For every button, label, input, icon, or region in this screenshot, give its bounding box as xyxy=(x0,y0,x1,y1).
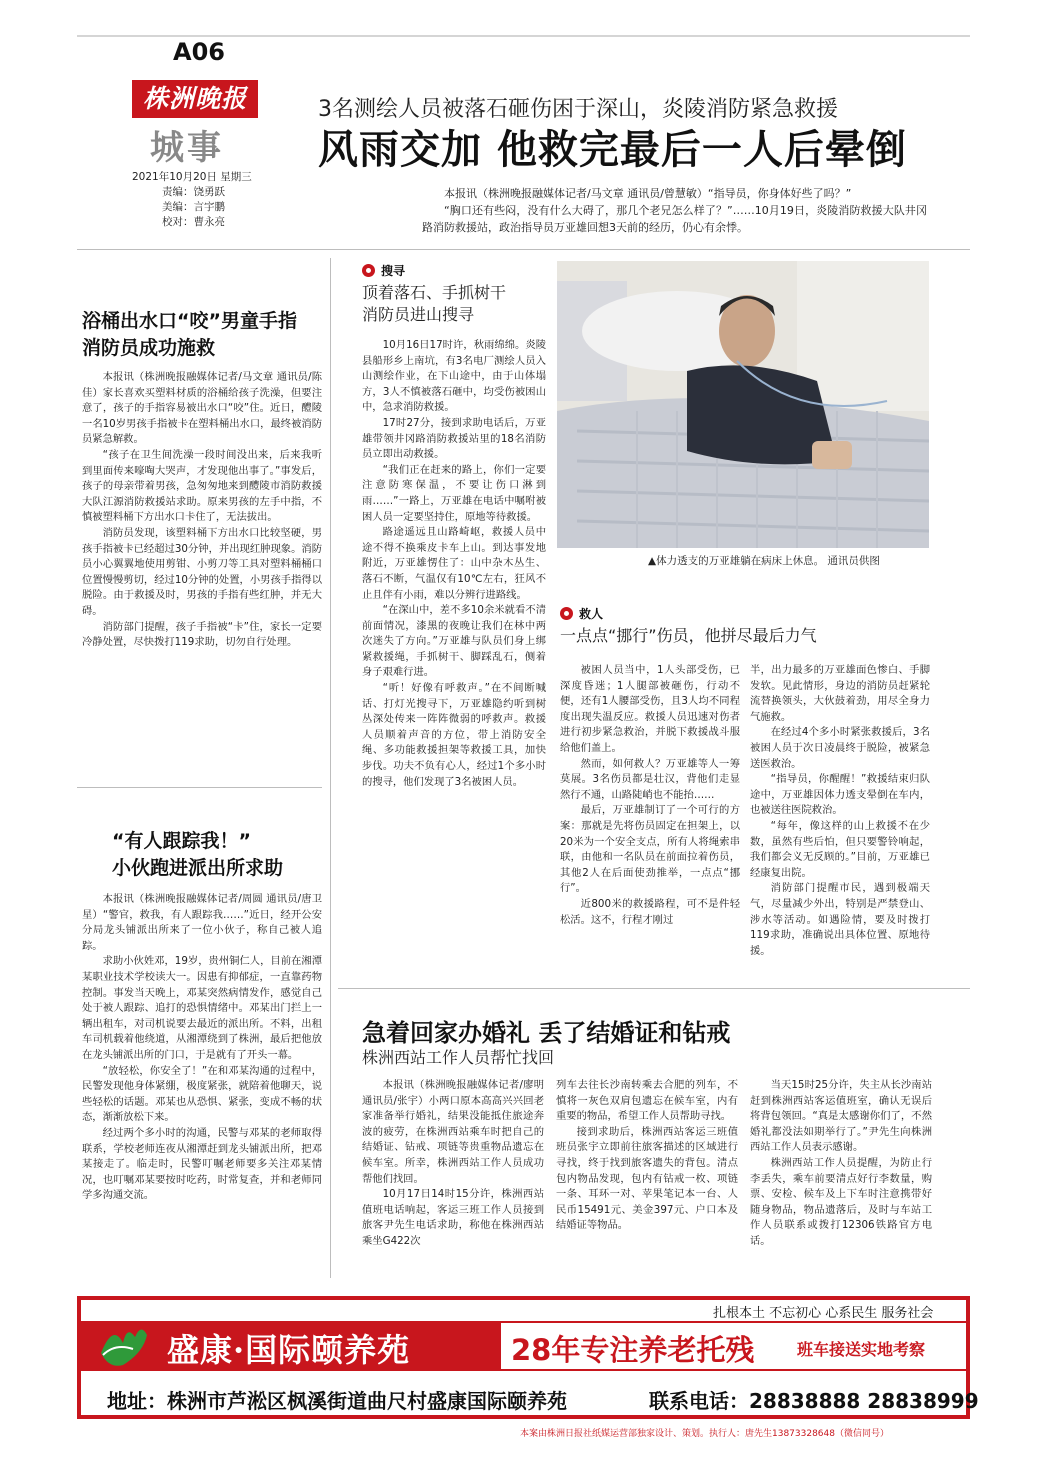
header-divider xyxy=(77,249,970,250)
editor-credit: 责编：饶勇跃 xyxy=(162,186,225,198)
designer-credit: 美编：言宇鹏 xyxy=(162,201,225,213)
side-story2-paragraph: 经过两个多小时的沟通，民警与邓某的老师取得联系，学校老师连夜从湘潭赶到龙头铺派出所，把邓某接走了。临走时，民警叮嘱老师要多关注邓某情况，也叮嘱邓某要按时吃药，时常复查，并和老师同学多沟通交流。 xyxy=(82,1126,322,1202)
side-story2-headline-line2: 小伙跑进派出所求助 xyxy=(112,857,284,879)
side-story2-headline-line1: “有人跟踪我！” xyxy=(112,830,251,852)
page-number: A06 xyxy=(173,38,225,66)
section-tag-rescue xyxy=(560,605,603,622)
section1-paragraph: 10月16日17时许，秋雨绵绵。炎陵县船形乡上南坑，有3名电厂测绘人员入山测绘作业，在下山途中，由于山体塌方，3人不慎被落石砸中，均受伤被困山中，急求消防救援。 xyxy=(362,339,546,414)
side-story1-paragraph: 本报讯（株洲晚报融媒体记者/马文章 通讯员/陈佳）家长喜欢买塑料材质的浴桶给孩子洗澡，但要注意了，孩子的手指容易被出水口“咬”住。近日，醴陵一名10岁男孩手指被卡在塑料桶出水口，最终被消防员紧急解救。 xyxy=(82,371,322,446)
section1-paragraph: 路途遥远且山路崎岖，救援人员中途不得不换乘皮卡车上山。到达事发地附近，万亚雄愣住了：山中杂木丛生、落石不断，气温仅有10℃左右，狂风不止且伴有小雨，难以分辨行进路线。 xyxy=(362,526,546,601)
main-lead xyxy=(422,185,927,236)
side-story1-headline-line2: 消防员成功施救 xyxy=(82,337,216,359)
side-story2-headline xyxy=(112,828,322,882)
story3-subhead: 株洲西站工作人员帮忙找回 xyxy=(362,1048,555,1067)
ad-shuttle-text: 班车接送实地考察 xyxy=(797,1340,926,1359)
side-story1-body xyxy=(82,370,322,651)
edition-meta xyxy=(132,170,252,230)
section2-body-col1 xyxy=(560,663,740,928)
lead-paragraph: “胸口还有些闷，没有什么大碍了，那几个老兄怎么样了？”……10月19日，炎陵消防救援大队井冈路消防救援站，政治指导员万亚雄回想3天前的经历，仍心有余悸。 xyxy=(422,204,927,234)
section1-paragraph: “我们正在赶来的路上，你们一定要注意防寒保温，不要让伤口淋到雨……”一路上，万亚雄在电话中嘱咐被困人员一定要坚持住，原地等待救援。 xyxy=(362,463,546,523)
section2-paragraph: 半，出力最多的万亚雄面色惨白、手脚发软。见此情形，身边的消防员赶紧轮流替换领头，大伙鼓着劲，用尽全身力气施救。 xyxy=(750,664,930,723)
story3-paragraph: 接到求助后，株洲西站客运三班值班员张宇立即前往旅客描述的区域进行寻找，终于找到旅客遗失的背包。清点包内物品发现，包内有钻戒一枚、项链一条、耳环一对、苹果笔记本一台、人民币15491元、美金397元、户口本及结婚证等物品。 xyxy=(556,1125,738,1232)
section2-paragraph: 最后，万亚雄制订了一个可行的方案：那就是先将伤员固定在担架上，以20米为一个安全支点，所有人将绳索串联，由他和一名队员在前面拉着伤员，其他2人在后面使劲推举，一点点“挪行”。 xyxy=(560,804,740,895)
section1-subhead-line1: 顶着落石、手抓树干 xyxy=(362,283,507,302)
story3-paragraph: 株洲西站工作人员提醒，为防止行李丢失，乘车前要清点好行李数量，购票、安检、候车及上下车时注意携带好随身物品，物品遗落后，及时与车站工作人员联系或拨打12306铁路官方电话。 xyxy=(750,1156,932,1247)
hospital-scene-illustration xyxy=(557,261,929,548)
section1-paragraph: 17时27分，接到求助电话后，万亚雄带领井冈路消防救援站里的18名消防员立即出动救援。 xyxy=(362,416,546,461)
section1-subhead-line2: 消防员进山搜寻 xyxy=(362,305,475,324)
photo-caption: ▲体力透支的万亚雄躺在病床上休息。 通讯员供图 xyxy=(648,555,880,567)
side-story1-paragraph: 消防员发现，该塑料桶下方出水口比较坚硬，男孩手指被卡已经超过30分钟，并出现红肿现象。消防员小心翼翼地使用剪钳、小剪刀等工具对塑料桶桶口位置慢慢剪切，经过10分钟的处置，小男孩手指得以脱险。由于救援及时，男孩的手指有些红肿，并无大碍。 xyxy=(82,526,322,617)
section2-paragraph: 被困人员当中，1人头部受伤，已深度昏迷；1人腿部被砸伤，行动不便，还有1人腰部受伤，且3人均不同程度出现失温反应。救援人员迅速对伤者进行初步紧急救治，并脱下救援战斗服给他们盖上。 xyxy=(560,664,740,754)
story3-paragraph: 当天15时25分许，失主从长沙南站赶到株洲西站客运值班室，确认无误后将背包领回。“真是太感谢你们了，不然婚礼都没法如期举行了。”尹先生向株洲西站工作人员表示感谢。 xyxy=(750,1079,932,1154)
section2-paragraph: 在经过4个多小时紧张救援后，3名被困人员于次日凌晨终于脱险，被紧急送医救治。 xyxy=(750,726,930,770)
section2-paragraph: 然而，如何救人？万亚雄等人一筹莫展。3名伤员都是壮汉，背他们走显然行不通，山路陡峭也不能抬…… xyxy=(560,757,740,801)
ad-phone: 联系电话：28838888 28838999 xyxy=(649,1389,979,1413)
section-title: 城事 xyxy=(150,128,224,168)
footer-note: 本案由株洲日报社纸媒运营部独家设计、策划。执行人：唐先生13873328648（微信同号） xyxy=(520,1429,889,1439)
ad-tagline-box xyxy=(501,1323,966,1369)
section1-paragraph: “听！好像有呼救声。”在不间断喊话、打灯光搜寻下，万亚雄隐约听到树丛深处传来一阵阵微弱的呼救声。救援人员顺着声音的方位，带上消防安全绳、多功能救援担架等救援工具，加快步伐。功夫不负有心人，经过1个多小时的搜寻，他们发现了3名被困人员。 xyxy=(362,682,546,788)
story3-body-col1 xyxy=(362,1078,544,1250)
side-story1-headline-line1: 浴桶出水口“咬”男童手指 xyxy=(82,310,297,332)
section-tag-label: 搜寻 xyxy=(381,264,406,278)
section-tag-label: 救人 xyxy=(579,607,604,621)
top-rule xyxy=(77,35,970,37)
section2-paragraph: 消防部门提醒市民，遇到极端天气，尽量减少外出，特别是严禁登山、涉水等活动。如遇险情，要及时拨打119求助，准确说出具体位置、原地待援。 xyxy=(750,882,930,957)
section1-subhead xyxy=(362,282,506,326)
hand-logo-icon xyxy=(93,1313,153,1373)
story3-paragraph: 10月17日14时15分许，株洲西站值班电话响起，客运三班工作人员接到旅客尹先生电话求助，称他在株洲西站乘坐G422次 xyxy=(362,1188,544,1247)
edition-date: 2021年10月20日 星期三 xyxy=(132,171,252,183)
proofreader-credit: 校对：曹永亮 xyxy=(162,216,225,228)
side-story2-body xyxy=(82,892,322,1204)
ad-years-text: 28年专注养老托残 xyxy=(511,1333,755,1367)
side-story2-paragraph: 本报讯（株洲晚报融媒体记者/周圆 通讯员/唐卫星）“警官，救我，有人跟踪我……”近日，经开公安分局龙头铺派出所来了一位小伙子，称自己被人追踪。 xyxy=(82,893,322,952)
side-story1-paragraph: “孩子在卫生间洗澡一段时间没出来，后来我听到里面传来嚎啕大哭声，才发现他出事了。”事发后，孩子的母亲带着男孩，急匆匆地来到醴陵市消防救援大队江源消防救援站求助。原来男孩的左手中指，不慎被塑料桶下方出水口卡住了，无法拔出。 xyxy=(82,448,322,524)
news-photo-patient-in-bed xyxy=(557,261,929,548)
section-tag-dot-icon xyxy=(560,607,573,620)
section1-body xyxy=(362,338,546,790)
side-story1-paragraph: 消防部门提醒，孩子手指被“卡”住，家长一定要冷静处置，尽快拨打119求助，切勿自行处理。 xyxy=(82,620,322,649)
side-story2-paragraph: “放轻松，你安全了！”在和邓某沟通的过程中，民警发现他身体紧绷，极度紧张，就陪着他聊天，说些轻松的话题。邓某也从恐惧、紧张，变成不畅的状态，渐渐放松下来。 xyxy=(82,1064,322,1124)
story3-headline: 急着回家办婚礼 丢了结婚证和钻戒 xyxy=(362,1019,731,1047)
story3-body-col3 xyxy=(750,1078,932,1250)
ad-red-band xyxy=(81,1321,966,1371)
section1-paragraph: “在深山中，差不多10余米就看不清前面情况，漆黑的夜晚让我们在林中两次迷失了方向。”万亚雄与队员们身上绑紧救援绳，手抓树干、脚踩乱石，侧着身子艰难行进。 xyxy=(362,604,546,679)
side-story-divider xyxy=(77,787,322,788)
masthead-logo: 株洲晚报 xyxy=(132,80,258,118)
main-kicker: 3名测绘人员被落石砸伤困于深山，炎陵消防紧急救援 xyxy=(318,97,838,122)
side-story1-headline xyxy=(82,308,322,362)
story3-paragraph: 列车去往长沙南转乘去合肥的列车，不慎将一灰色双肩包遗忘在候车室，内有重要的物品，希望工作人员帮助寻找。 xyxy=(556,1079,738,1123)
lead-paragraph: 本报讯（株洲晚报融媒体记者/马文章 通讯员/曾慧敏）“指导员，你身体好些了吗？” xyxy=(444,187,852,200)
section2-paragraph: “指导员，你醒醒！”救援结束归队途中，万亚雄因体力透支晕倒在车内，也被送往医院救治。 xyxy=(750,773,930,817)
ad-address: 地址：株洲市芦淞区枫溪街道曲尺村盛康国际颐养苑 xyxy=(107,1389,567,1413)
story3-body-col2 xyxy=(556,1078,738,1234)
side-story2-paragraph: 求助小伙姓邓，19岁，贵州铜仁人，目前在湘潭某职业技术学校读大一。因患有抑郁症，一直靠药物控制。事发当天晚上，邓某突然病情发作，感觉自己处于被人跟踪、追打的恐惧情绪中。邓某出门拦上一辆出租车，对司机说要去最近的派出所。不料，出租车司机载着他绕道，从湘潭绕到了株洲，最后把他放在龙头铺派出所的门口，于是就有了开头一幕。 xyxy=(82,955,322,1061)
section-tag-search xyxy=(362,262,405,279)
left-column-divider xyxy=(330,258,331,1278)
section2-body-col2 xyxy=(750,663,930,959)
story3-divider xyxy=(338,988,970,989)
main-headline: 风雨交加 他救完最后一人后晕倒 xyxy=(318,127,907,173)
story3-paragraph: 本报讯（株洲晚报融媒体记者/廖明 通讯员/张宇）小两口原本高高兴兴回老家准备举行婚礼，结果没能抵住旅途奔波的疲劳，在株洲西站乘车时把自己的结婚证、钻戒、项链等贵重物品遗忘在候车室。所幸，株洲西站工作人员成功帮他们找回。 xyxy=(362,1079,544,1185)
ad-brand-name: 盛康·国际颐养苑 xyxy=(167,1331,411,1369)
section2-paragraph: 近800米的救援路程，可不是件轻松活。这不，行程才刚过 xyxy=(560,897,740,926)
ad-slogan: 扎根本土 不忘初心 心系民生 服务社会 xyxy=(713,1306,934,1321)
advertisement-banner xyxy=(77,1296,979,1419)
section-tag-dot-icon xyxy=(362,264,375,277)
section2-subhead: 一点点“挪行”伤员，他拼尽最后力气 xyxy=(560,626,817,645)
section2-paragraph: “每年，像这样的山上救援不在少数，虽然有些后怕，但只要警铃响起，我们都会义无反顾的。”目前，万亚雄已经康复出院。 xyxy=(750,819,930,879)
